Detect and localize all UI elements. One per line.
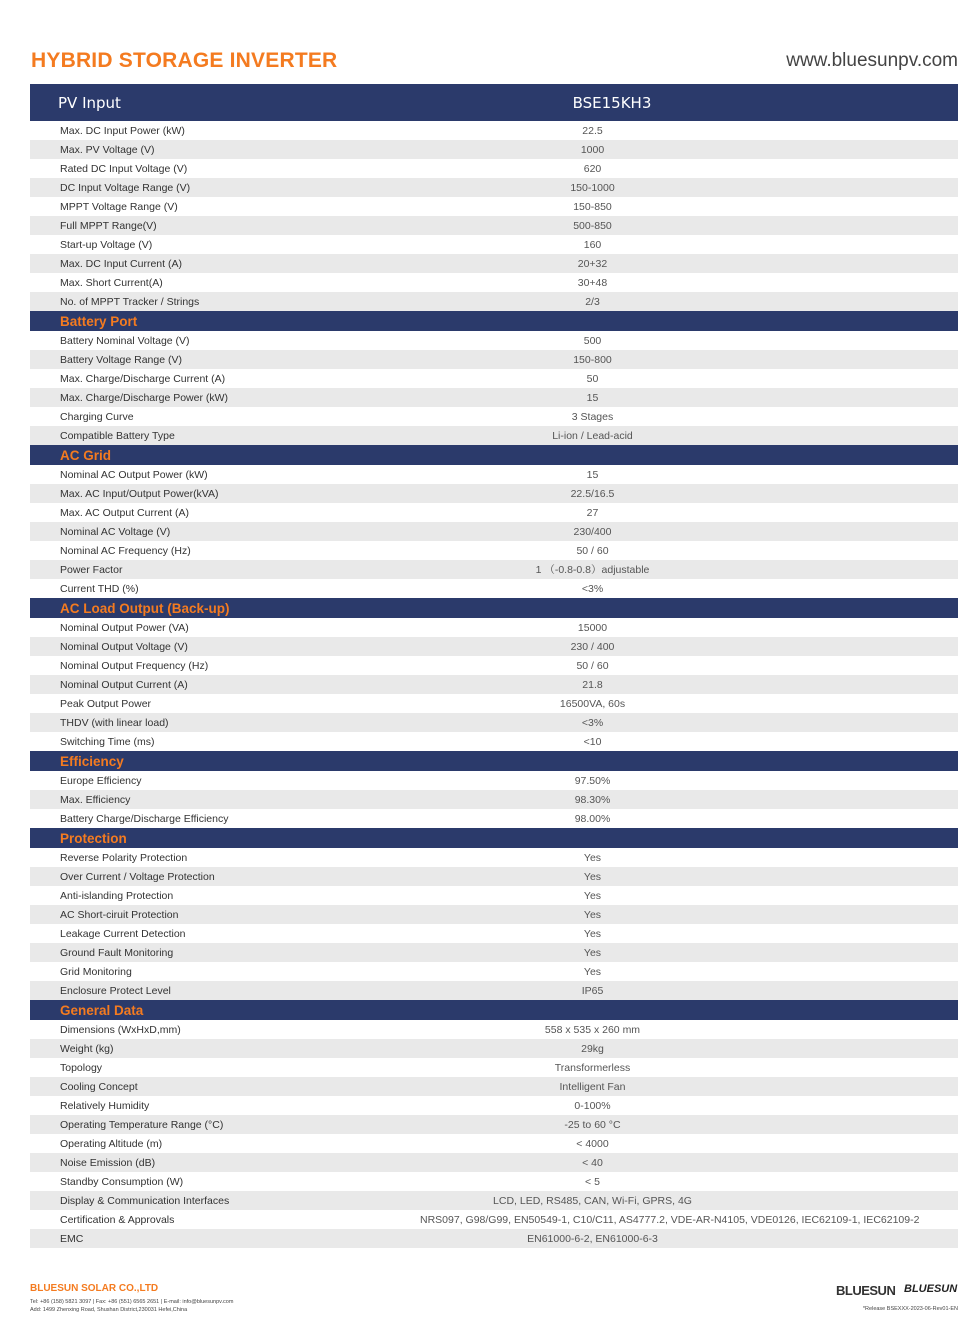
spec-value: Yes bbox=[583, 927, 602, 940]
spec-value: < 40 bbox=[582, 1156, 603, 1169]
pv-input-rows bbox=[30, 121, 958, 311]
spec-row bbox=[30, 981, 958, 1000]
logo-wordmark: BLUESUN bbox=[836, 1283, 896, 1298]
spec-value: 558 x 535 x 260 mm bbox=[544, 1023, 641, 1036]
spec-row bbox=[30, 178, 958, 197]
spec-label: THDV (with linear load) bbox=[60, 716, 169, 729]
spec-label: No. of MPPT Tracker / Strings bbox=[60, 295, 200, 308]
spec-label: Start-up Voltage (V) bbox=[60, 238, 153, 251]
spec-value: 1 （-0.8-0.8）adjustable bbox=[535, 564, 650, 576]
spec-row bbox=[30, 484, 958, 503]
spec-row bbox=[30, 541, 958, 560]
section-header: Protection bbox=[30, 828, 958, 848]
spec-row bbox=[30, 560, 958, 579]
spec-label: Battery Voltage Range (V) bbox=[60, 353, 182, 366]
spec-row bbox=[30, 1115, 958, 1134]
spec-row bbox=[30, 905, 958, 924]
document-title: HYBRID STORAGE INVERTER bbox=[31, 49, 338, 72]
spec-row bbox=[30, 1153, 958, 1172]
spec-label: Operating Temperature Range (°C) bbox=[60, 1118, 224, 1131]
spec-value: 97.50% bbox=[574, 774, 611, 787]
spec-value: <3% bbox=[581, 582, 604, 595]
company-address: Add: 1499 Zhenxing Road, Shushan District,230031 Hefei,China bbox=[30, 1307, 188, 1313]
spec-row bbox=[30, 121, 958, 140]
spec-value: 20+32 bbox=[577, 257, 608, 270]
spec-label: Topology bbox=[60, 1061, 103, 1074]
spec-row bbox=[30, 656, 958, 675]
spec-row bbox=[30, 848, 958, 867]
spec-label: Power Factor bbox=[60, 563, 123, 576]
spec-row bbox=[30, 886, 958, 905]
spec-value: 620 bbox=[583, 162, 602, 175]
spec-label: Nominal Output Voltage (V) bbox=[60, 640, 188, 653]
spec-value: 50 / 60 bbox=[576, 544, 609, 557]
spec-value: 22.5 bbox=[582, 124, 603, 137]
spec-label: MPPT Voltage Range (V) bbox=[60, 200, 178, 213]
spec-row bbox=[30, 1039, 958, 1058]
spec-table bbox=[30, 84, 958, 1248]
spec-label: Max. DC Input Current (A) bbox=[60, 257, 182, 270]
spec-value: Yes bbox=[583, 946, 602, 959]
spec-label: Nominal Output Power (VA) bbox=[60, 621, 189, 634]
spec-value: < 5 bbox=[585, 1175, 600, 1188]
spec-label: Over Current / Voltage Protection bbox=[60, 870, 215, 883]
spec-label: Max. Short Current(A) bbox=[60, 276, 163, 289]
spec-label: DC Input Voltage Range (V) bbox=[60, 181, 191, 194]
spec-label: Rated DC Input Voltage (V) bbox=[60, 162, 188, 175]
company-contact: Tel: +86 (158) 5821 3097 | Fax: +86 (551) 6565 2651 | E-mail: info@bluesunpv.com bbox=[30, 1299, 234, 1305]
spec-row bbox=[30, 197, 958, 216]
spec-row bbox=[30, 1134, 958, 1153]
spec-value: Yes bbox=[583, 965, 602, 978]
spec-value: 160 bbox=[583, 238, 602, 251]
spec-value: 50 bbox=[586, 372, 599, 385]
spec-value: 16500VA, 60s bbox=[559, 697, 626, 710]
spec-label: Max. Efficiency bbox=[60, 793, 131, 806]
spec-value: 21.8 bbox=[582, 678, 603, 691]
spec-row bbox=[30, 1020, 958, 1039]
spec-value: Yes bbox=[583, 870, 602, 883]
spec-row bbox=[30, 331, 958, 350]
spec-row bbox=[30, 694, 958, 713]
spec-label: Display & Communication Interfaces bbox=[60, 1194, 230, 1207]
spec-label: Peak Output Power bbox=[60, 697, 152, 710]
spec-label: Full MPPT Range(V) bbox=[60, 219, 157, 232]
header-pv-input: PV Input bbox=[58, 93, 121, 112]
spec-row bbox=[30, 637, 958, 656]
spec-value: 50 / 60 bbox=[576, 659, 609, 672]
spec-row bbox=[30, 579, 958, 598]
release-code: *Release BSEXXX-2023-06-Rev01-EN bbox=[862, 1306, 958, 1312]
spec-label: Certification & Approvals bbox=[60, 1213, 175, 1226]
spec-label: Weight (kg) bbox=[60, 1042, 114, 1055]
spec-row bbox=[30, 369, 958, 388]
spec-label: Enclosure Protect Level bbox=[60, 984, 171, 997]
spec-row bbox=[30, 962, 958, 981]
spec-row bbox=[30, 943, 958, 962]
spec-row bbox=[30, 292, 958, 311]
spec-value: 27 bbox=[586, 506, 599, 519]
spec-label: Nominal AC Frequency (Hz) bbox=[60, 544, 191, 557]
spec-row bbox=[30, 713, 958, 732]
spec-label: Standby Consumption (W) bbox=[60, 1175, 184, 1188]
spec-row bbox=[30, 1210, 958, 1229]
spec-label: Nominal AC Output Power (kW) bbox=[60, 468, 208, 481]
spec-value: 15 bbox=[586, 468, 599, 481]
spec-label: Anti-islanding Protection bbox=[60, 889, 174, 902]
spec-value: 29kg bbox=[581, 1042, 604, 1055]
spec-row bbox=[30, 426, 958, 445]
spec-row bbox=[30, 924, 958, 943]
spec-value: 30+48 bbox=[577, 276, 608, 289]
spec-value: <3% bbox=[581, 716, 604, 729]
spec-sections bbox=[30, 311, 958, 1248]
spec-value: 1000 bbox=[580, 143, 605, 156]
brand-logo bbox=[836, 1282, 960, 1302]
spec-value: < 4000 bbox=[576, 1137, 609, 1150]
spec-row bbox=[30, 1096, 958, 1115]
section-header: AC Load Output (Back-up) bbox=[30, 598, 958, 618]
spec-label: Max. Charge/Discharge Power (kW) bbox=[60, 391, 229, 404]
spec-value: 15 bbox=[586, 391, 599, 404]
spec-row bbox=[30, 159, 958, 178]
spec-row bbox=[30, 273, 958, 292]
spec-label: Max. AC Output Current (A) bbox=[60, 506, 189, 519]
spec-value: Yes bbox=[583, 851, 602, 864]
spec-value: Li-ion / Lead-acid bbox=[552, 429, 633, 442]
spec-value: EN61000-6-2, EN61000-6-3 bbox=[527, 1232, 658, 1245]
spec-label: Ground Fault Monitoring bbox=[60, 946, 174, 959]
spec-label: EMC bbox=[60, 1232, 84, 1245]
spec-label: Reverse Polarity Protection bbox=[60, 851, 188, 864]
section-header: Battery Port bbox=[30, 311, 958, 331]
spec-value: 230 / 400 bbox=[570, 640, 615, 653]
spec-value: 98.30% bbox=[574, 793, 611, 806]
spec-value: Transformerless bbox=[554, 1061, 631, 1074]
section-header: AC Grid bbox=[30, 445, 958, 465]
logo-wordmark-secondary: BLUESUN bbox=[904, 1283, 958, 1295]
spec-label: Charging Curve bbox=[60, 410, 134, 423]
spec-label: Nominal Output Current (A) bbox=[60, 678, 188, 691]
spec-value: Yes bbox=[583, 908, 602, 921]
spec-row bbox=[30, 618, 958, 637]
spec-label: Noise Emission (dB) bbox=[60, 1156, 156, 1169]
spec-label: Operating Altitude (m) bbox=[60, 1137, 163, 1150]
spec-row bbox=[30, 350, 958, 369]
spec-row bbox=[30, 1172, 958, 1191]
section-header: General Data bbox=[30, 1000, 958, 1020]
spec-label: Cooling Concept bbox=[60, 1080, 138, 1093]
spec-value: 15000 bbox=[577, 621, 608, 634]
spec-value: Intelligent Fan bbox=[559, 1080, 626, 1093]
spec-value: <10 bbox=[583, 735, 602, 748]
spec-label: Nominal Output Frequency (Hz) bbox=[60, 659, 209, 672]
spec-label: Compatible Battery Type bbox=[60, 429, 175, 442]
company-name: BLUESUN SOLAR CO.,LTD bbox=[30, 1283, 159, 1294]
spec-label: Max. DC Input Power (kW) bbox=[60, 124, 185, 137]
spec-row bbox=[30, 771, 958, 790]
spec-value: 98.00% bbox=[574, 812, 611, 825]
spec-value: NRS097, G98/G99, EN50549-1, C10/C11, AS4777.2, VDE-AR-N4105, VDE0126, IEC62109-1, IEC62109-2 bbox=[420, 1213, 920, 1226]
spec-row bbox=[30, 790, 958, 809]
spec-label: Switching Time (ms) bbox=[60, 735, 155, 748]
spec-value: -25 to 60 °C bbox=[564, 1118, 621, 1131]
section-header: Efficiency bbox=[30, 751, 958, 771]
spec-label: Battery Charge/Discharge Efficiency bbox=[60, 812, 229, 825]
spec-value: 0-100% bbox=[574, 1099, 611, 1112]
spec-value: 150-800 bbox=[573, 353, 612, 366]
spec-row bbox=[30, 235, 958, 254]
table-header bbox=[30, 84, 958, 121]
spec-value: 230/400 bbox=[573, 525, 612, 538]
spec-value: 150-850 bbox=[573, 200, 612, 213]
spec-value: 500 bbox=[583, 334, 602, 347]
header-model: BSE15KH3 bbox=[572, 93, 652, 112]
spec-label: Leakage Current Detection bbox=[60, 927, 186, 940]
spec-row bbox=[30, 465, 958, 484]
spec-label: AC Short-ciruit Protection bbox=[60, 908, 179, 921]
spec-row bbox=[30, 675, 958, 694]
spec-label: Max. AC Input/Output Power(kVA) bbox=[60, 487, 219, 500]
spec-label: Grid Monitoring bbox=[60, 965, 132, 978]
spec-row bbox=[30, 503, 958, 522]
spec-value: 150-1000 bbox=[570, 181, 615, 194]
spec-row bbox=[30, 1077, 958, 1096]
spec-row bbox=[30, 1191, 958, 1210]
spec-row bbox=[30, 809, 958, 828]
spec-row bbox=[30, 407, 958, 426]
spec-row bbox=[30, 732, 958, 751]
spec-row bbox=[30, 216, 958, 235]
spec-row bbox=[30, 254, 958, 273]
spec-row bbox=[30, 388, 958, 407]
spec-value: 500-850 bbox=[573, 219, 612, 232]
spec-value: 22.5/16.5 bbox=[570, 487, 615, 500]
spec-label: Max. Charge/Discharge Current (A) bbox=[60, 372, 226, 385]
website-url: www.bluesunpv.com bbox=[786, 50, 958, 71]
spec-value: LCD, LED, RS485, CAN, Wi-Fi, GPRS, 4G bbox=[493, 1194, 692, 1207]
spec-row bbox=[30, 867, 958, 886]
spec-row bbox=[30, 522, 958, 541]
spec-label: Max. PV Voltage (V) bbox=[60, 143, 155, 156]
spec-label: Nominal AC Voltage (V) bbox=[60, 525, 171, 538]
spec-value: Yes bbox=[583, 889, 602, 902]
spec-row bbox=[30, 1058, 958, 1077]
spec-label: Battery Nominal Voltage (V) bbox=[60, 334, 190, 347]
spec-label: Dimensions (WxHxD,mm) bbox=[60, 1023, 181, 1036]
spec-row bbox=[30, 1229, 958, 1248]
spec-value: 3 Stages bbox=[571, 410, 614, 423]
spec-value: 2/3 bbox=[585, 295, 600, 308]
spec-label: Relatively Humidity bbox=[60, 1099, 150, 1112]
spec-label: Current THD (%) bbox=[60, 582, 139, 595]
spec-label: Europe Efficiency bbox=[60, 774, 142, 787]
spec-value: IP65 bbox=[581, 984, 604, 997]
spec-row bbox=[30, 140, 958, 159]
